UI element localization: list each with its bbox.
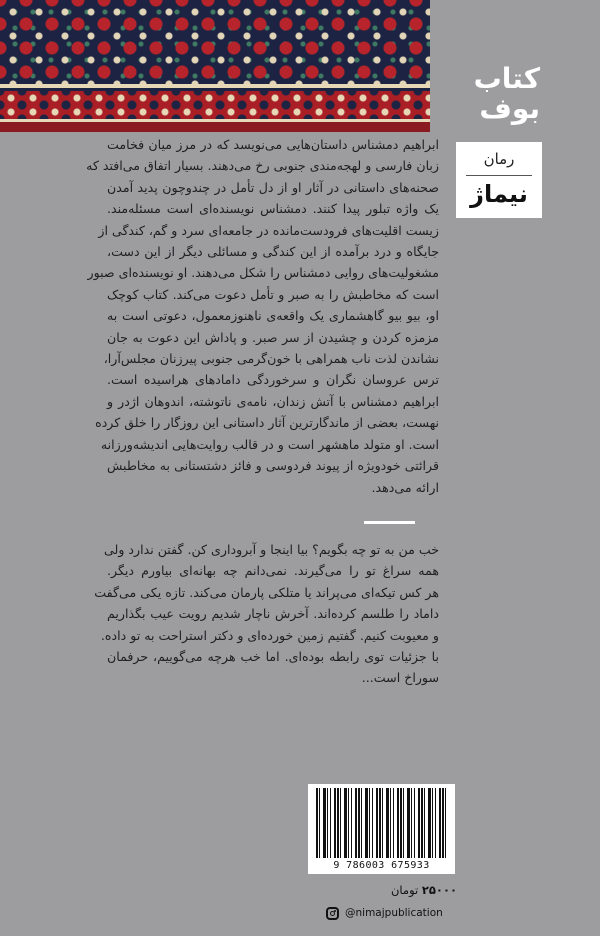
excerpt-line: خب من به تو چه بگویم؟ بیا اینجا و آبروداری کن. گفتن ندارد ولی [103, 542, 439, 557]
synopsis-line: صحنه‌های داستانی در آثار او از دل تأمل در چندوچون پدید آمدن [107, 179, 439, 195]
excerpt-line: با جزئیات توی رابطه بوده‌ای. اما خب هرچه می‌گوییم، حرفمان [107, 649, 439, 665]
synopsis-line: ابراهیم دمشناس با آتش زندان، نامه‌ی ناتوشته، اندوهان اژدر و [107, 393, 439, 409]
publisher-badge [456, 142, 542, 218]
excerpt-line: داماد را طلسم کرده‌اند. آخرش ناچار شدیم رویت عیب بگذاریم [107, 606, 439, 622]
barcode [308, 784, 455, 874]
excerpt-line: همه سراغ تو را می‌گیرند. نمی‌دانم چه بهانه‌ای بیاورم دیگر. [107, 563, 439, 579]
synopsis-line: نشاندن لذت ناب همراهی با خون‌گرمی جنوبی پیرزنان مجلس‌آرا، [103, 351, 439, 367]
synopsis-line: ترس عروسان نگران و سرخوردگی دامادهای هراسیده است. [107, 372, 439, 388]
excerpt-line: و معیوبت کنیم. گفتیم زمین خورده‌ای و دکتر استراحت به تو داده. [100, 627, 439, 643]
excerpt-line: هر کس تیکه‌ای می‌پراند یا متلکی پارمان می‌کند. تازه یکی می‌گفت [94, 584, 439, 600]
synopsis-line: نهست، بعضی از ماندگارترین آثار داستانی این روزگار را خلق کرده [95, 415, 439, 431]
price-label [345, 883, 457, 897]
synopsis-line: زبان فارسی و لهجه‌مندی جنوبی رخ می‌دهند. بسیار اتفاق می‌افتد که [86, 158, 439, 174]
section-divider [364, 521, 415, 524]
synopsis-text [86, 134, 439, 498]
excerpt-text [94, 539, 439, 689]
excerpt-line: سوراخ است... [361, 670, 439, 686]
isbn-number: 9 786003 675933 [333, 860, 430, 871]
barcode-bars [316, 788, 448, 858]
synopsis-line: است که مخاطبش را به صبر و تأمل دعوت می‌کند. کتاب کوچک [107, 286, 439, 302]
synopsis-line: یک واژه تبلور پیدا کنند. دمشناس نویسنده‌ای است مسئله‌مند. [107, 201, 439, 217]
synopsis-line: مزمزه کردن و چشیدن از سر صبر. و پاداش این دعوت به جان [107, 329, 439, 345]
social-handle [326, 904, 458, 922]
publisher-logo: نیماژ [470, 180, 528, 208]
synopsis-line: جایگاه و درد برآمده از این کندگی و مسائلی دیگر از این دست، [107, 244, 439, 260]
synopsis-line: ابراهیم دمشناس داستان‌هایی می‌نویسد که در مرز میان فخامت [107, 137, 439, 152]
carpet-photo [0, 0, 430, 132]
price-amount: ۲۵۰۰۰ [421, 883, 457, 897]
price-unit: تومان [390, 883, 419, 897]
instagram-handle: @nimajpublication [345, 907, 443, 919]
instagram-icon [326, 907, 339, 920]
synopsis-line: مشغولیت‌های روایی دمشناس را شکل می‌دهند. او نویسنده‌ای صبور [87, 265, 439, 281]
synopsis-line: است. او متولد ماهشهر است و در قالب روایت‌هایی اندیشه‌ورزانه [100, 436, 439, 452]
synopsis-line: زیست اقلیت‌های فرودست‌مانده در جامعه‌ای سرد و گم، کندگی از [98, 222, 439, 238]
badge-divider [466, 175, 532, 176]
synopsis-line: قرائتی خودویژه از پیوند فردوسی و فائز دشتستانی به مخاطبش [107, 458, 439, 474]
series-title [456, 64, 540, 128]
genre-label: رمان [483, 150, 515, 168]
series-title-line1: کتاب [473, 62, 540, 95]
synopsis-line: او، بیو بیو گاهشماری یک واقعه‌ی ناهنوزمعمول، دعوتی است به [107, 308, 439, 324]
series-title-line2: بوف [479, 92, 540, 125]
synopsis-line: ارائه می‌دهد. [371, 479, 439, 495]
